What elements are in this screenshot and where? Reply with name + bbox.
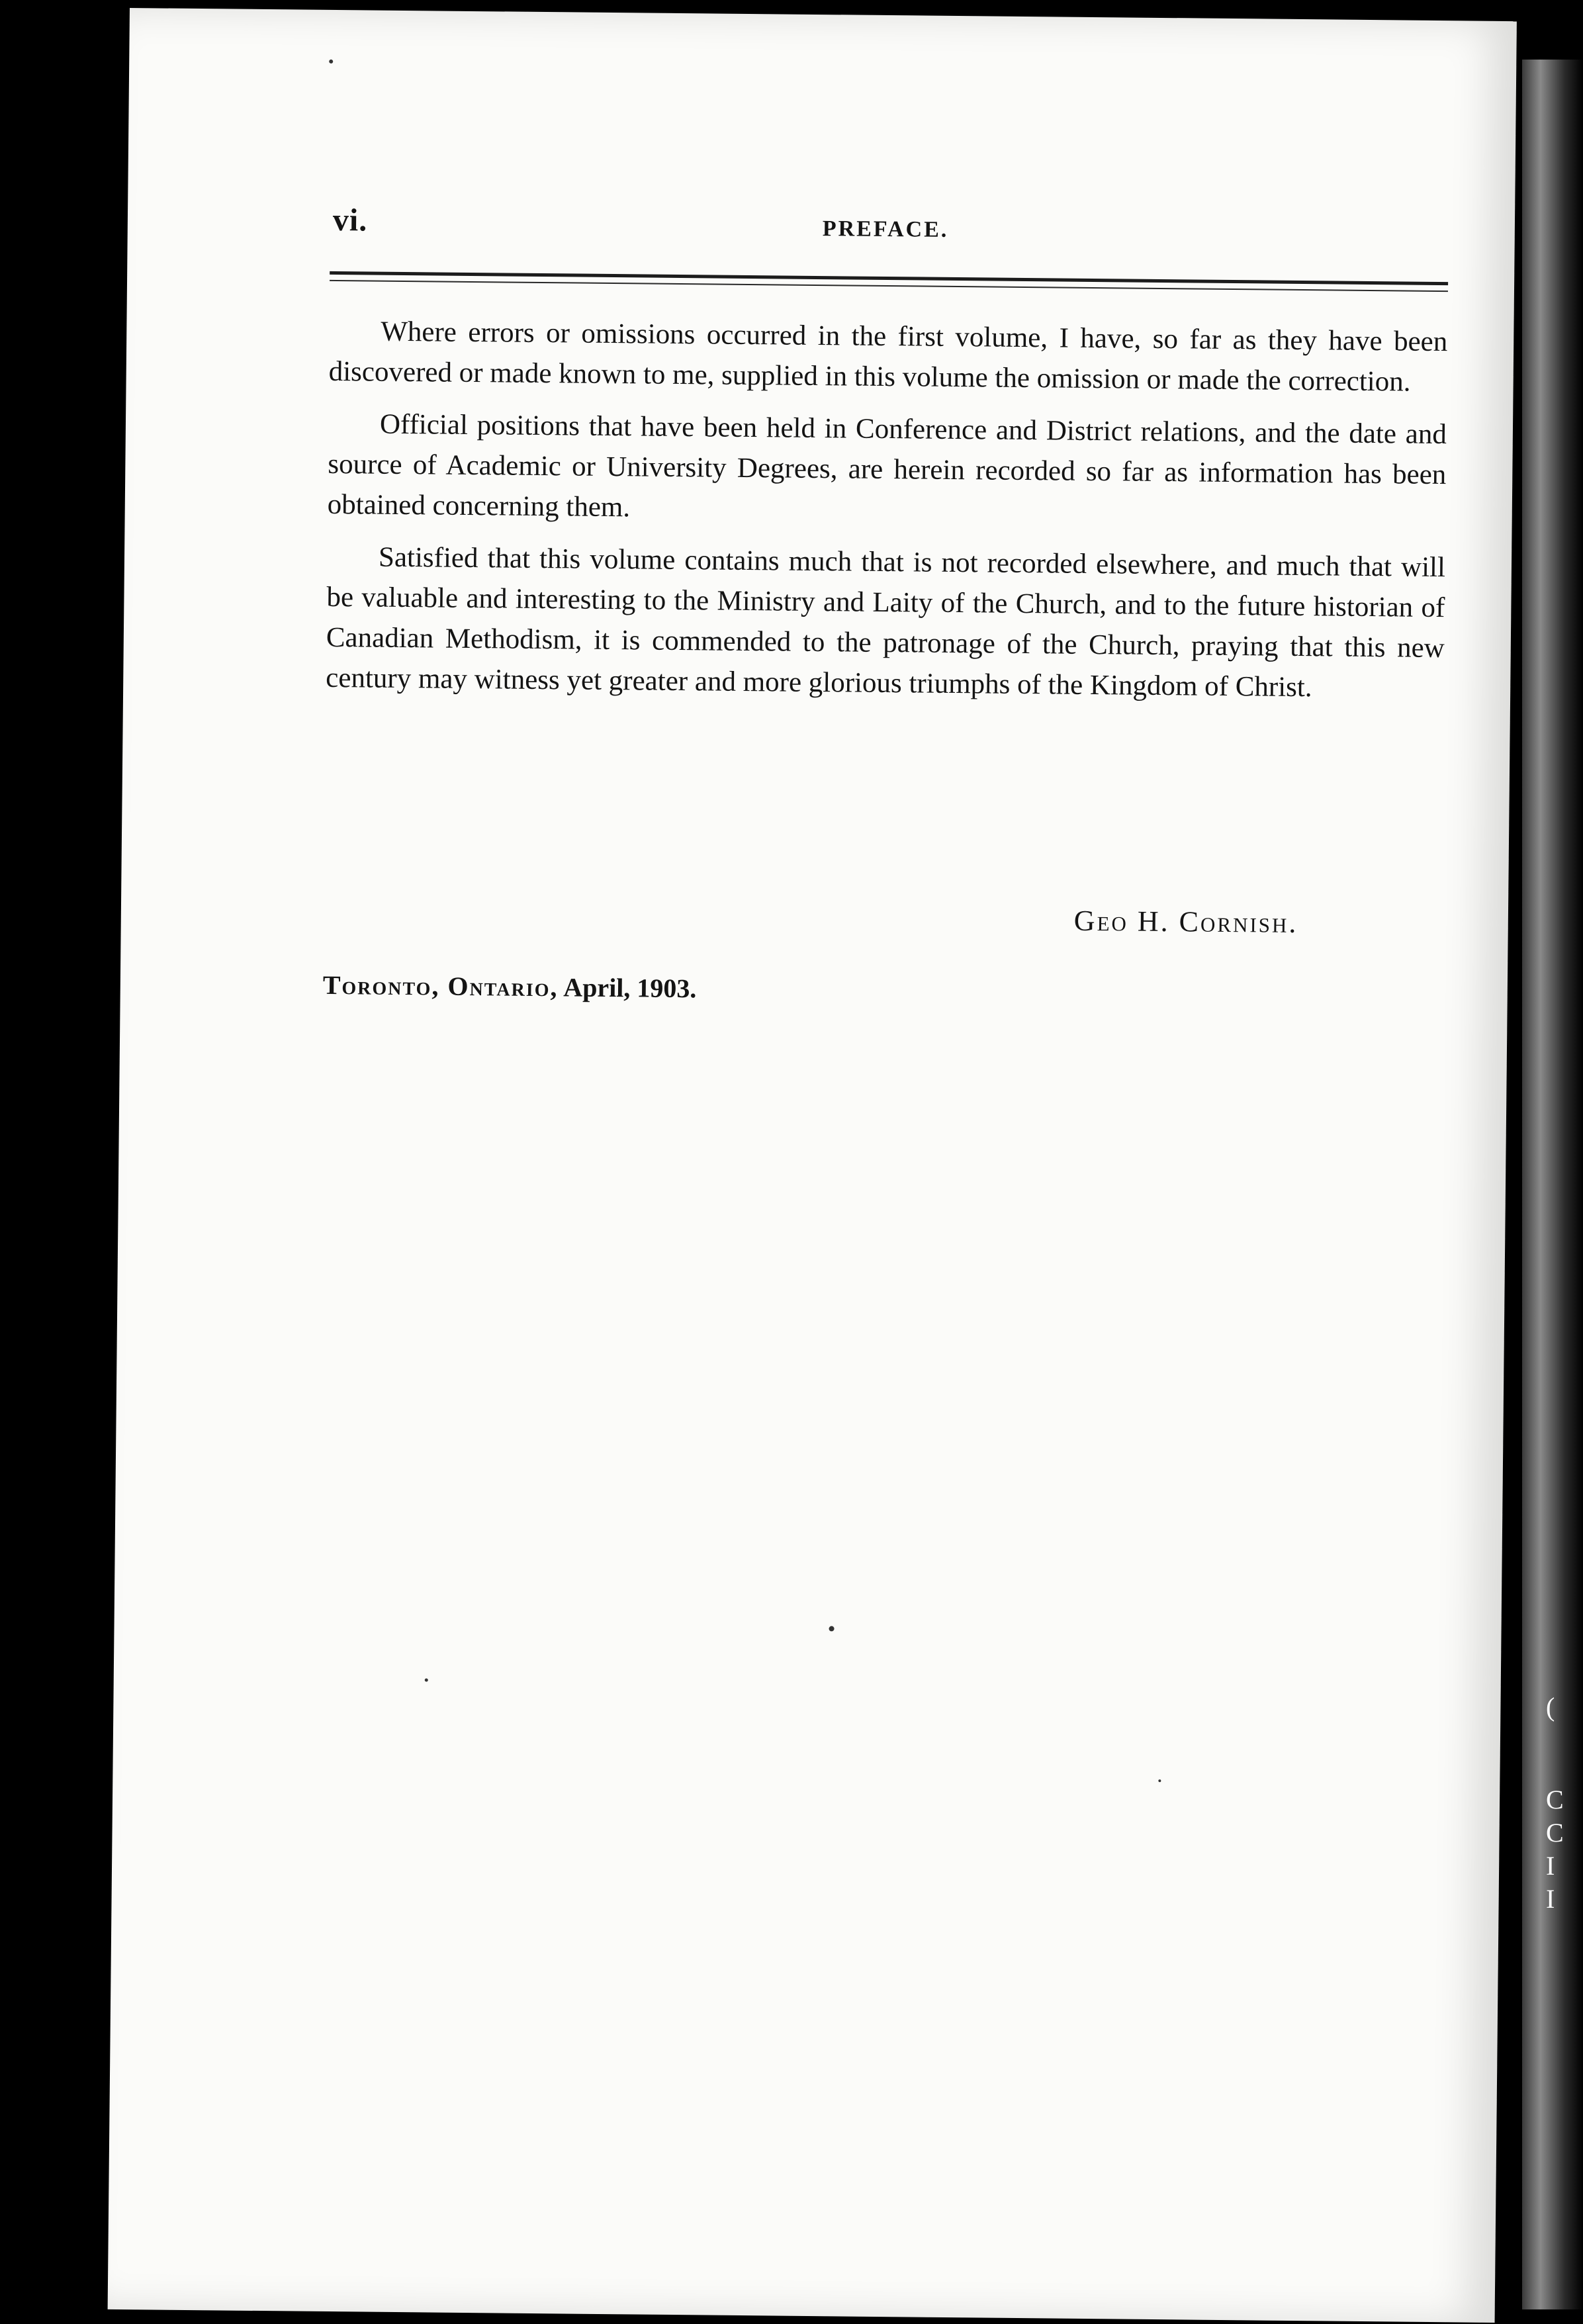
print-speck (329, 60, 333, 64)
print-speck (1158, 1779, 1161, 1782)
header-rule-thick (330, 271, 1448, 285)
edge-glyph: C (1546, 1818, 1564, 1848)
paragraph: Official positions that have been held in Conference and District relations, and the date and source of Academic or University Degrees, are herein recorded so far as information has been obtained concerning them. (327, 408, 1447, 523)
dateline (323, 969, 697, 1004)
author-signature: Geo H. Cornish. (1073, 904, 1298, 940)
preface-body (326, 311, 1448, 721)
edge-glyph: C (1546, 1785, 1564, 1814)
dateline-place: Toronto, Ontario, (322, 969, 559, 1003)
adjacent-page-edge (1522, 60, 1583, 2309)
edge-glyph: ( (1546, 1692, 1555, 1722)
edge-glyph: I (1546, 1851, 1555, 1881)
paragraph: Where errors or omissions occurred in the first volume, I have, so far as they have been discovered or made known to me, supplied in this volume the omission or made the correction. (328, 316, 1448, 398)
paragraph: Satisfied that this volume contains much that is not recorded elsewhere, and much that will be valuable and interesting to the Ministry and Laity of the Church, and to the future historian of Canadian Methodism, it is commended to the patronage of the Church, praying that this new century may witness yet greater and more glorious triumphs of the Kingdom of Christ. (326, 541, 1446, 703)
print-speck (425, 1678, 428, 1681)
print-speck (829, 1626, 834, 1631)
running-head: PREFACE. (822, 216, 949, 242)
dateline-date: April, 1903. (563, 972, 697, 1004)
book-page (108, 8, 1517, 2323)
page-number: vi. (332, 202, 368, 238)
edge-glyph: I (1546, 1884, 1555, 1914)
